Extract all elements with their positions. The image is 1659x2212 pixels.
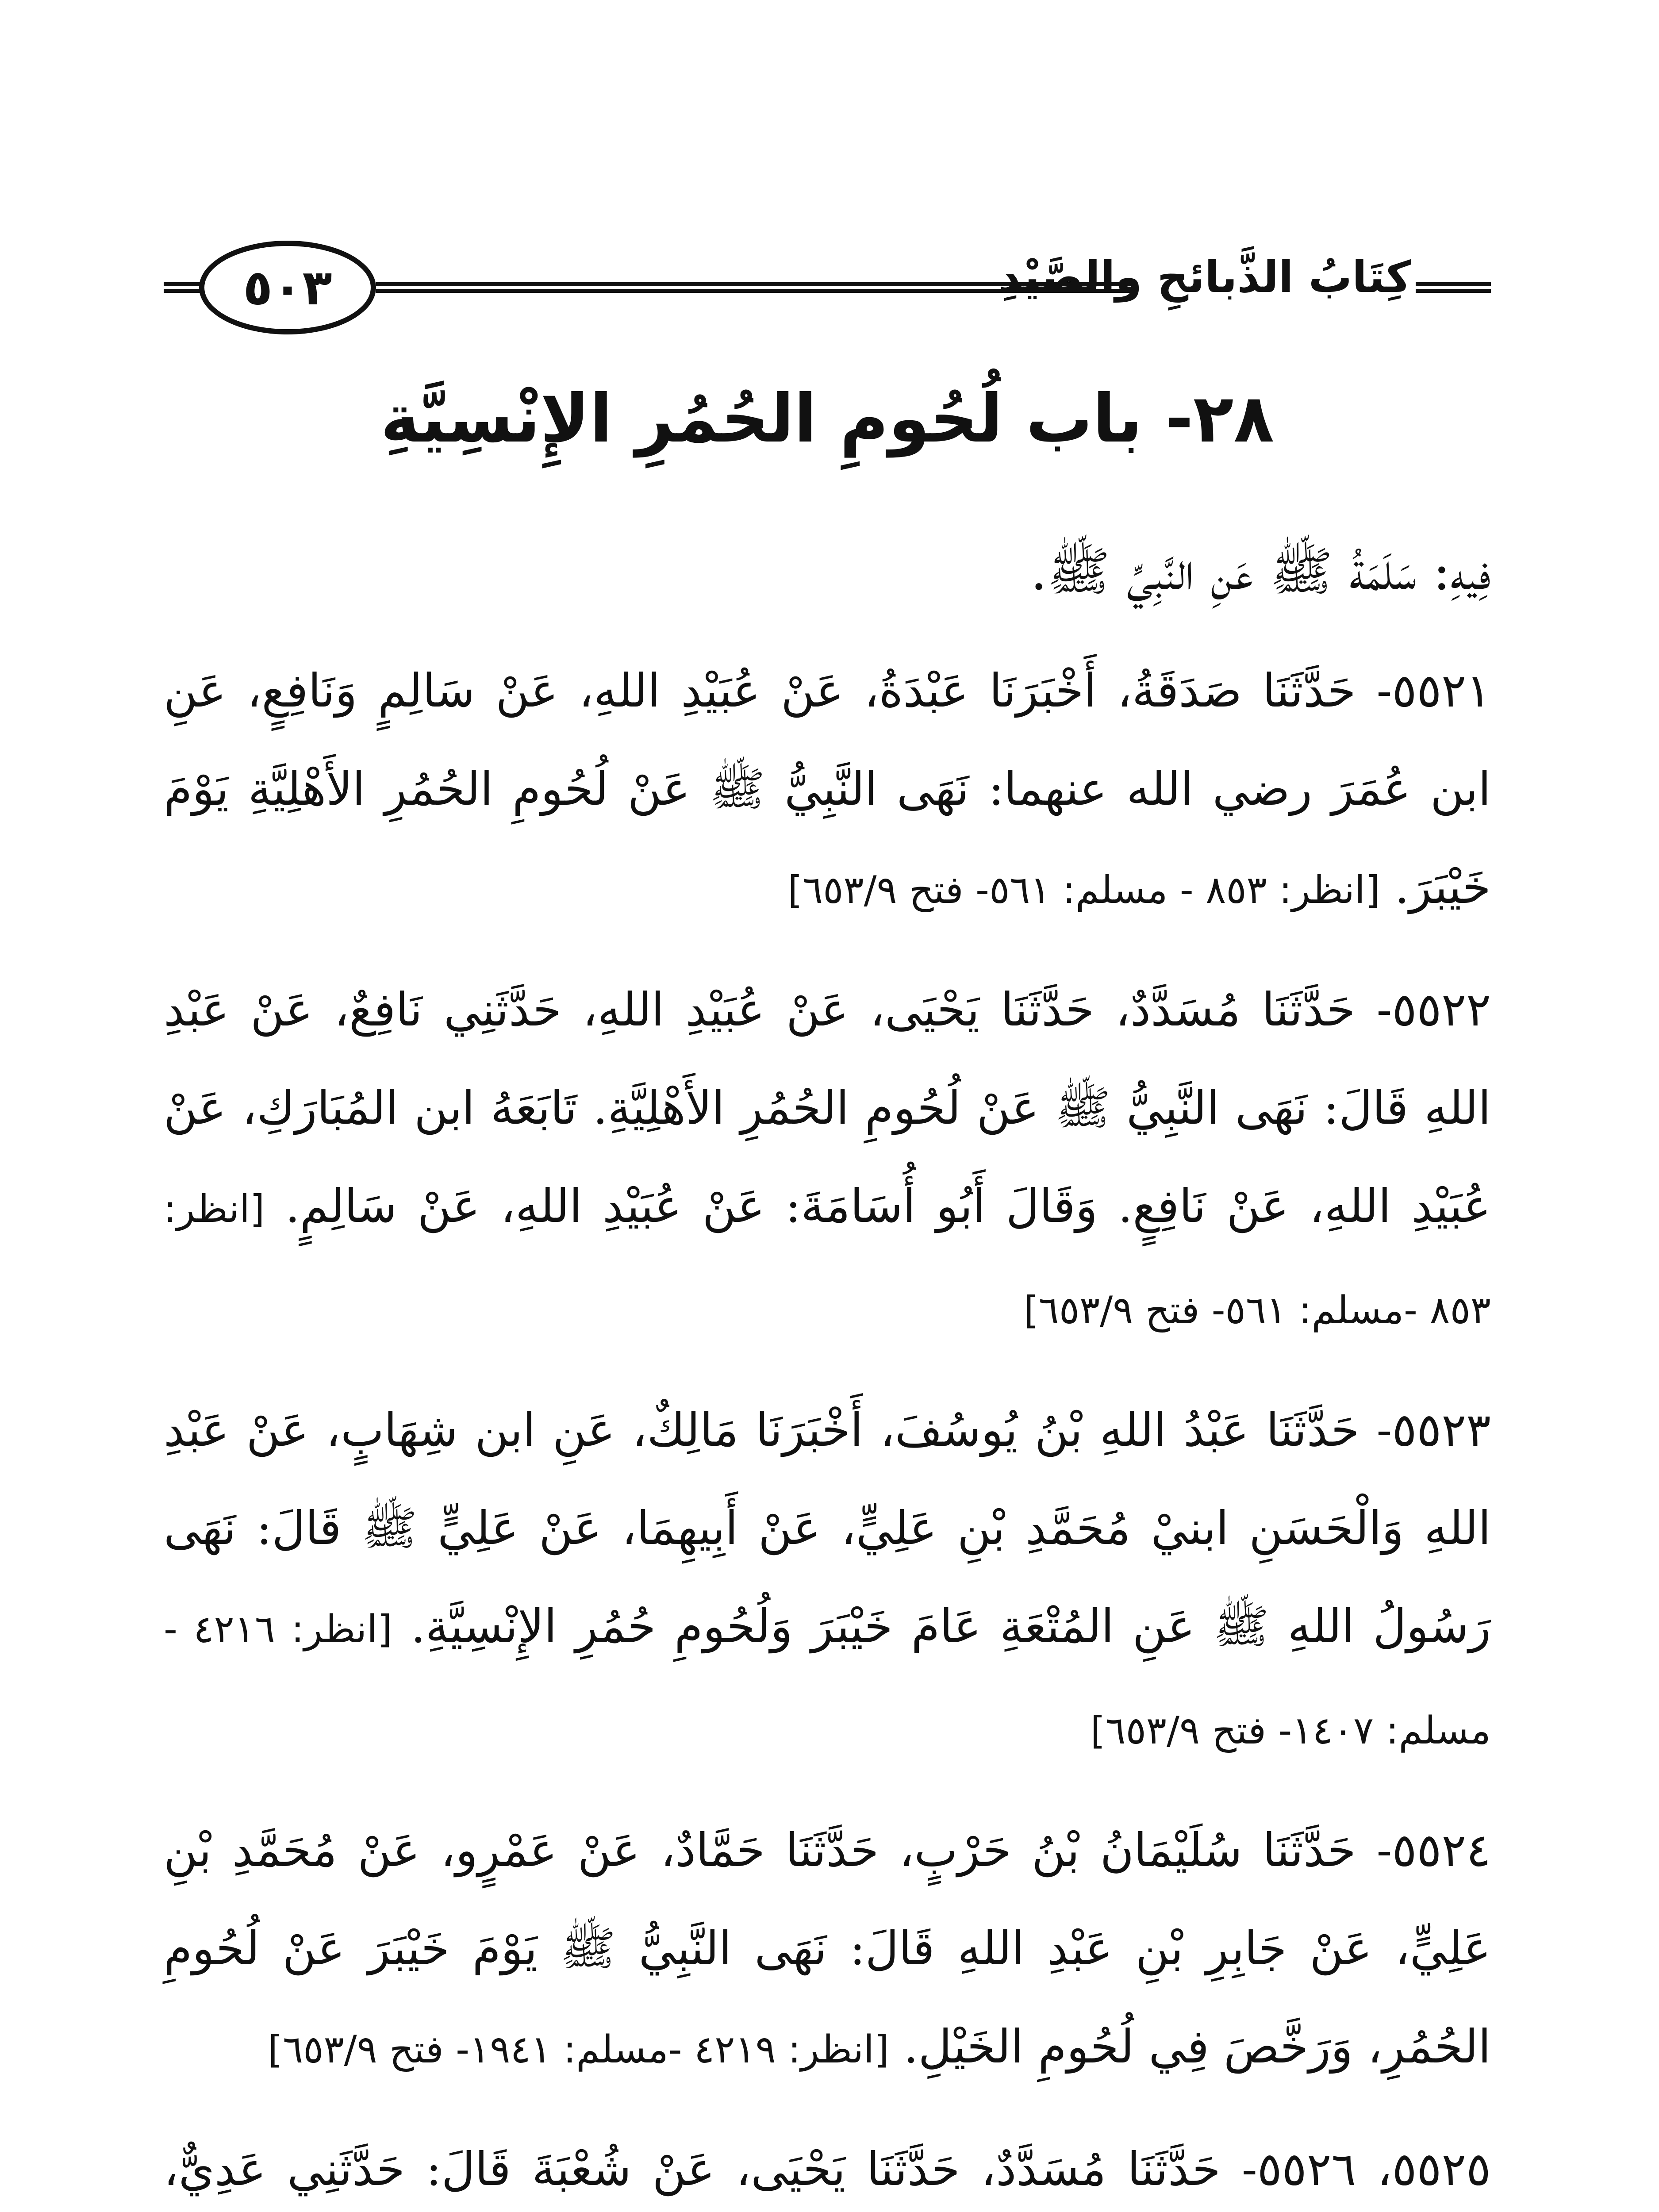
hadith-reference: [انظر: ٤٢١٦ - مسلم: ١٤٠٧- فتح ٦٥٣/٩] xyxy=(164,1607,1491,1753)
hadith-paragraph xyxy=(164,1801,1491,2099)
hadith-text: حَدَّثَنَا مُسَدَّدٌ، حَدَّثَنَا يَحْيَى، عَنْ شُعْبَةَ قَالَ: حَدَّثَنِي عَدِيٌّ، xyxy=(164,2142,1221,2196)
running-header xyxy=(164,234,1491,341)
book-title: كِتَابُ الذَّبائحِ والصَّيْدِ xyxy=(998,252,1411,303)
hadith-number: ٥٥٢٣- xyxy=(1376,1403,1491,1457)
chapter-title: ٢٨- باب لُحُومِ الحُمُرِ الإِنْسِيَّةِ xyxy=(380,380,1275,457)
hadith-paragraph xyxy=(164,1381,1491,1780)
hadith-number: ٥٥٢٢- xyxy=(1376,983,1491,1037)
body-text xyxy=(164,522,1491,2212)
page-number: ٥٠٣ xyxy=(199,241,376,334)
hadith-reference: [انظر: ٨٥٣ -مسلم: ٥٦١- فتح ٦٥٣/٩] xyxy=(164,1187,1491,1333)
header-rule-right xyxy=(1416,282,1491,293)
hadith-paragraph xyxy=(164,641,1491,939)
hadith-text: حَدَّثَنَا عَبْدُ اللهِ بْنُ يُوسُفَ، أَخْبَرَنَا مَالِكٌ، عَنِ ابن شِهَابٍ، عَنْ عَبْدِ اللهِ وَالْحَسَنِ ابنيْ مُحَمَّدِ بْنِ عَلِيٍّ، عَنْ أَبِيهِمَا، عَنْ عَلِيٍّ ﷺ قَالَ: نَهَى رَسُولُ اللهِ ﷺ عَنِ المُتْعَةِ عَامَ خَيْبَرَ وَلُحُومِ حُمُرِ الإِنْسِيَّةِ. xyxy=(164,1403,1491,1653)
hadith-reference: [انظر: ٤٢١٩ -مسلم: ١٩٤١- فتح ٦٥٣/٩] xyxy=(268,2028,889,2072)
hadith-number: ٥٥٢٥، ٥٥٢٦- xyxy=(1241,2142,1491,2196)
hadith-reference: [انظر: ٨٥٣ - مسلم: ٥٦١- فتح ٦٥٣/٩] xyxy=(787,868,1380,912)
hadith-paragraph xyxy=(164,2120,1491,2212)
hadith-text: حَدَّثَنَا سُلَيْمَانُ بْنُ حَرْبٍ، حَدَّثَنَا حَمَّادٌ، عَنْ عَمْرٍو، عَنْ مُحَمَّدِ بْنِ عَلِيٍّ، عَنْ جَابِرِ بْنِ عَبْدِ اللهِ قَالَ: نَهَى النَّبِيُّ ﷺ يَوْمَ خَيْبَرَ عَنْ لُحُومِ الحُمُرِ، وَرَخَّصَ فِي لُحُومِ الخَيْلِ. xyxy=(164,1823,1491,2074)
hadith-paragraph xyxy=(164,960,1491,1359)
hadith-number: ٥٥٢١- xyxy=(1376,664,1491,718)
hadith-number: ٥٥٢٤- xyxy=(1376,1823,1491,1877)
header-rule-left xyxy=(164,282,204,293)
hadith-text: حَدَّثَنَا صَدَقَةُ، أَخْبَرَنَا عَبْدَةُ، عَنْ عُبَيْدِ اللهِ، عَنْ سَالِمٍ وَنَافِعٍ، عَنِ ابن عُمَرَ رضي الله عنهما: نَهَى النَّبِيُّ ﷺ عَنْ لُحُومِ الحُمُرِ الأَهْلِيَّةِ يَوْمَ خَيْبَرَ. xyxy=(164,664,1491,914)
hadith-text: حَدَّثَنَا مُسَدَّدٌ، حَدَّثَنَا يَحْيَى، عَنْ عُبَيْدِ اللهِ، حَدَّثَنِي نَافِعٌ، عَنْ عَبْدِ اللهِ قَالَ: نَهَى النَّبِيُّ ﷺ عَنْ لُحُومِ الحُمُرِ الأَهْلِيَّةِ. تَابَعَهُ ابن المُبَارَكِ، عَنْ عُبَيْدِ اللهِ، عَنْ نَافِعٍ. وَقَالَ أَبُو أُسَامَةَ: عَنْ عُبَيْدِ اللهِ، عَنْ سَالِمٍ. xyxy=(164,983,1491,1233)
chapter-intro: فِيهِ: سَلَمَةُ ﷺ عَنِ النَّبِيِّ ﷺ. xyxy=(1030,541,1491,602)
